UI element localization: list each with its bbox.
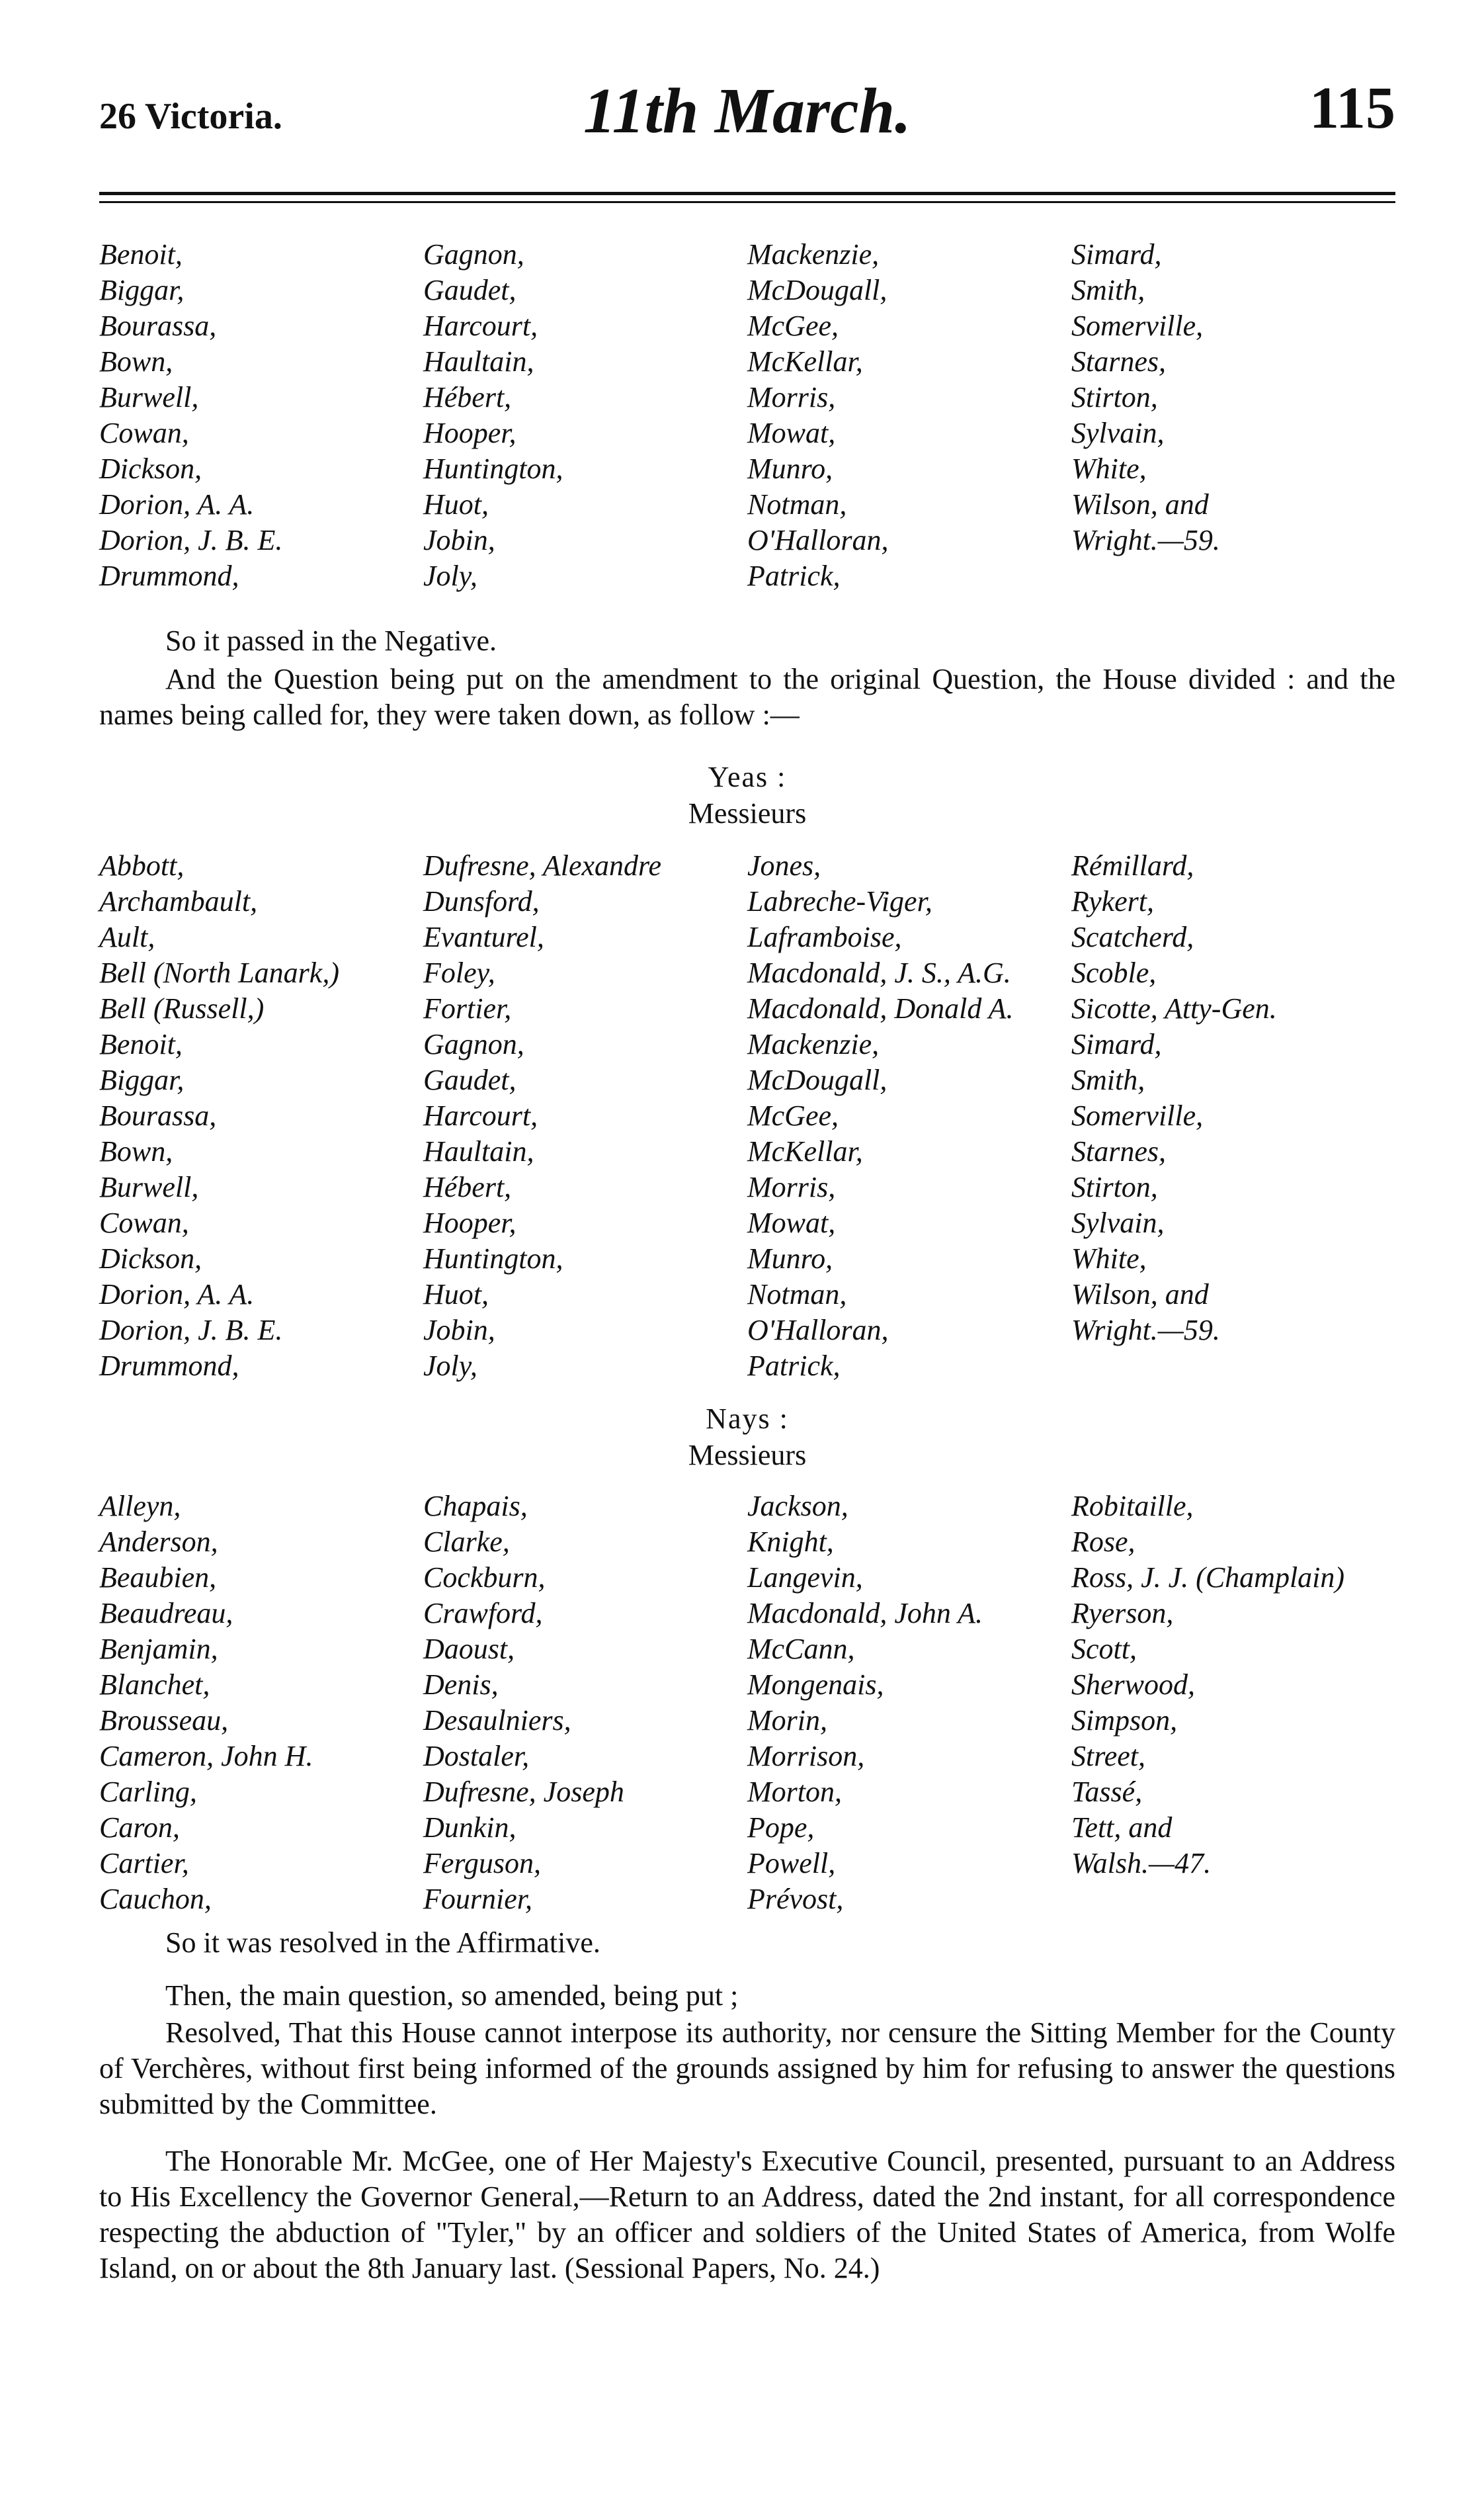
- nays-names: [99, 1488, 1395, 1925]
- yea-member-name: Dickson,: [99, 1242, 202, 1275]
- resolved-affirmative-line: So it was resolved in the Affirmative.: [165, 1926, 600, 1959]
- first-list-member-name: Wilson, and: [1071, 488, 1209, 521]
- yea-member-name: Wright.—59.: [1071, 1314, 1220, 1346]
- yea-column: [1071, 848, 1277, 1348]
- nay-member-name: Cockburn,: [423, 1561, 546, 1594]
- yea-member-name: Huntington,: [423, 1242, 563, 1275]
- nay-member-name: Rose,: [1071, 1526, 1135, 1558]
- nay-member-name: Clarke,: [423, 1526, 510, 1558]
- yea-member-name: Macdonald, J. S., A.G.: [747, 957, 1011, 989]
- yea-member-name: Stirton,: [1071, 1171, 1158, 1203]
- nay-member-name: Dufresne, Joseph: [423, 1776, 624, 1808]
- mcgee-return-paragraph: The Honorable Mr. McGee, one of Her Majesty's Executive Council, presented, pursuant to an Address to His Excellency the Governor General,—Return to an Address, dated the 2nd instant, for all correspondence respecting the abduction of "Tyler," by an officer and soldiers of the United States of America, from Wolfe Island, on or about the 8th January last. (Sessional Papers, No. 24.): [99, 2145, 1395, 2284]
- page-number: 115: [1309, 75, 1395, 141]
- yea-member-name: O'Halloran,: [747, 1314, 889, 1346]
- nay-member-name: Cameron, John H.: [99, 1740, 313, 1772]
- yea-member-name: Simard,: [1071, 1028, 1162, 1060]
- nay-member-name: Ryerson,: [1071, 1597, 1174, 1629]
- yea-member-name: Dorion, J. B. E.: [99, 1314, 283, 1346]
- yea-member-name: Jones,: [747, 849, 821, 882]
- yea-member-name: Archambault,: [99, 885, 258, 918]
- yea-member-name: McKellar,: [747, 1135, 863, 1168]
- nay-member-name: Ross, J. J. (Champlain): [1071, 1561, 1345, 1594]
- yea-member-name: Sicotte, Atty-Gen.: [1071, 992, 1277, 1025]
- nay-member-name: Cauchon,: [99, 1883, 212, 1915]
- yea-column: [99, 848, 339, 1384]
- first-list-member-name: Gaudet,: [423, 274, 516, 306]
- first-list-column: [1071, 237, 1220, 558]
- yea-member-name: White,: [1071, 1242, 1147, 1275]
- nay-member-name: Alleyn,: [99, 1490, 181, 1522]
- nay-member-name: Desaulniers,: [423, 1704, 571, 1737]
- nay-member-name: Fournier,: [423, 1883, 532, 1915]
- first-list-member-name: Patrick,: [747, 560, 841, 592]
- yea-member-name: Haultain,: [423, 1135, 534, 1168]
- nay-member-name: McCann,: [747, 1633, 855, 1665]
- yea-member-name: Fortier,: [423, 992, 512, 1025]
- yea-column: [423, 848, 661, 1384]
- regnal-year: 26 Victoria.: [99, 96, 282, 137]
- yea-member-name: Drummond,: [99, 1350, 239, 1382]
- yea-member-name: McDougall,: [747, 1064, 887, 1096]
- nay-member-name: Brousseau,: [99, 1704, 229, 1737]
- nay-member-name: Anderson,: [99, 1526, 218, 1558]
- nay-member-name: Benjamin,: [99, 1633, 218, 1665]
- yea-member-name: Scatcherd,: [1071, 921, 1194, 953]
- first-list-member-name: Munro,: [747, 452, 833, 485]
- main-question-line: Then, the main question, so amended, being put ;: [165, 1979, 739, 2012]
- header-rule-thick: [99, 192, 1395, 195]
- nay-member-name: Robitaille,: [1071, 1490, 1194, 1522]
- first-list-member-name: Stirton,: [1071, 381, 1158, 413]
- yea-member-name: Laframboise,: [747, 921, 902, 953]
- yeas-heading: Yeas :: [708, 761, 787, 793]
- nay-member-name: Denis,: [423, 1668, 499, 1701]
- first-list-member-name: Gagnon,: [423, 238, 524, 271]
- nay-member-name: Prévost,: [747, 1883, 844, 1915]
- yea-member-name: Harcourt,: [423, 1099, 538, 1132]
- first-list-member-name: Dorion, A. A.: [99, 488, 255, 521]
- first-list-member-name: Biggar,: [99, 274, 185, 306]
- header-rule-thin: [99, 201, 1395, 203]
- yea-member-name: Rykert,: [1071, 885, 1155, 918]
- page-header: [99, 74, 1395, 160]
- first-list-member-name: Smith,: [1071, 274, 1145, 306]
- first-list-member-name: Huntington,: [423, 452, 563, 485]
- yea-member-name: Wilson, and: [1071, 1278, 1209, 1311]
- nay-member-name: Jackson,: [747, 1490, 848, 1522]
- nay-member-name: Powell,: [747, 1847, 836, 1879]
- first-list-member-name: Benoit,: [99, 238, 183, 271]
- first-list-member-name: Dickson,: [99, 452, 202, 485]
- yea-member-name: Ault,: [99, 921, 155, 953]
- yea-member-name: Bell (North Lanark,): [99, 957, 339, 989]
- resolved-paragraph: Resolved, That this House cannot interpose its authority, nor censure the Sitting Member for the County of Verchères, without first being informed of the grounds assigned by him for refusing to answer the questions submitted by the Committee.: [99, 2016, 1395, 2120]
- yea-member-name: Hébert,: [423, 1171, 512, 1203]
- first-list-member-name: Jobin,: [423, 524, 495, 556]
- yea-member-name: Jobin,: [423, 1314, 495, 1346]
- nay-member-name: Chapais,: [423, 1490, 528, 1522]
- first-list-member-name: Huot,: [423, 488, 489, 521]
- yeas-subheading: Messieurs: [688, 797, 807, 830]
- nay-member-name: Scott,: [1071, 1633, 1137, 1665]
- yea-member-name: Bourassa,: [99, 1099, 217, 1132]
- yea-member-name: Starnes,: [1071, 1135, 1166, 1168]
- yea-member-name: Benoit,: [99, 1028, 183, 1060]
- nay-column: [99, 1488, 313, 1917]
- yea-member-name: Notman,: [747, 1278, 847, 1311]
- yea-member-name: Bell (Russell,): [99, 992, 265, 1025]
- first-list-column: [423, 237, 563, 594]
- first-list-member-name: Somerville,: [1071, 310, 1204, 342]
- nay-member-name: Simpson,: [1071, 1704, 1178, 1737]
- yea-member-name: Munro,: [747, 1242, 833, 1275]
- yea-member-name: Dunsford,: [423, 885, 540, 918]
- first-list-member-name: O'Halloran,: [747, 524, 889, 556]
- nay-member-name: Tassé,: [1071, 1776, 1143, 1808]
- yea-member-name: Gaudet,: [423, 1064, 516, 1096]
- yea-member-name: Gagnon,: [423, 1028, 524, 1060]
- nay-member-name: Macdonald, John A.: [747, 1597, 983, 1629]
- nay-member-name: Pope,: [747, 1811, 815, 1844]
- first-list-member-name: Bown,: [99, 345, 173, 378]
- yea-member-name: Sylvain,: [1071, 1207, 1165, 1239]
- first-list-member-name: Bourassa,: [99, 310, 217, 342]
- yea-member-name: Dorion, A. A.: [99, 1278, 255, 1311]
- nay-member-name: Walsh.—47.: [1071, 1847, 1212, 1879]
- nay-member-name: Beaubien,: [99, 1561, 217, 1594]
- nay-member-name: Daoust,: [423, 1633, 515, 1665]
- yea-member-name: Scoble,: [1071, 957, 1157, 989]
- nay-member-name: Dostaler,: [423, 1740, 530, 1772]
- nay-member-name: Langevin,: [747, 1561, 863, 1594]
- first-list-member-name: Sylvain,: [1071, 417, 1165, 449]
- yea-member-name: Burwell,: [99, 1171, 199, 1203]
- yea-member-name: Biggar,: [99, 1064, 185, 1096]
- first-list-member-name: Hooper,: [423, 417, 516, 449]
- yea-member-name: Bown,: [99, 1135, 173, 1168]
- yeas-names: [99, 848, 1395, 1391]
- yea-member-name: Hooper,: [423, 1207, 516, 1239]
- first-list-member-name: Wright.—59.: [1071, 524, 1220, 556]
- nay-member-name: Caron,: [99, 1811, 180, 1844]
- nay-member-name: Street,: [1071, 1740, 1145, 1772]
- yea-member-name: Morris,: [747, 1171, 836, 1203]
- first-list-member-name: McDougall,: [747, 274, 887, 306]
- nay-member-name: Knight,: [747, 1526, 834, 1558]
- nay-member-name: Morin,: [747, 1704, 827, 1737]
- yea-member-name: Dufresne, Alexandre: [423, 849, 662, 882]
- nay-member-name: Sherwood,: [1071, 1668, 1195, 1701]
- first-list-member-name: McGee,: [747, 310, 839, 342]
- nay-column: [1071, 1488, 1344, 1881]
- nay-member-name: Cartier,: [99, 1847, 189, 1879]
- yea-member-name: Patrick,: [747, 1350, 841, 1382]
- amendment-question-paragraph: And the Question being put on the amendment to the original Question, the House divided : and the names being called for, they were taken down, as follow :—: [99, 663, 1395, 731]
- nay-member-name: Mongenais,: [747, 1668, 884, 1701]
- yea-member-name: Joly,: [423, 1350, 477, 1382]
- first-list-member-name: Simard,: [1071, 238, 1162, 271]
- yea-member-name: Mackenzie,: [747, 1028, 880, 1060]
- nay-column: [747, 1488, 983, 1917]
- yea-member-name: Evanturel,: [423, 921, 544, 953]
- nays-subheading: Messieurs: [688, 1439, 807, 1471]
- first-list-member-name: Haultain,: [423, 345, 534, 378]
- yea-member-name: Foley,: [423, 957, 495, 989]
- yea-column: [747, 848, 1014, 1384]
- first-list-member-name: Joly,: [423, 560, 477, 592]
- first-list-member-name: Drummond,: [99, 560, 239, 592]
- passed-negative-line: So it passed in the Negative.: [165, 624, 497, 657]
- first-list-column: [99, 237, 282, 594]
- first-list-member-name: Dorion, J. B. E.: [99, 524, 283, 556]
- yea-member-name: McGee,: [747, 1099, 839, 1132]
- nay-member-name: Carling,: [99, 1776, 197, 1808]
- first-list-member-name: Hébert,: [423, 381, 512, 413]
- first-list-member-name: Notman,: [747, 488, 847, 521]
- yea-member-name: Smith,: [1071, 1064, 1145, 1096]
- nays-heading: Nays :: [706, 1402, 789, 1435]
- first-list-member-name: Harcourt,: [423, 310, 538, 342]
- yea-member-name: Rémillard,: [1071, 849, 1194, 882]
- nay-member-name: Morton,: [747, 1776, 842, 1808]
- first-list-member-name: Mackenzie,: [747, 238, 880, 271]
- nay-member-name: Tett, and: [1071, 1811, 1173, 1844]
- yea-member-name: Mowat,: [747, 1207, 836, 1239]
- yea-member-name: Abbott,: [99, 849, 185, 882]
- first-list-member-name: McKellar,: [747, 345, 863, 378]
- first-list-member-name: White,: [1071, 452, 1147, 485]
- yea-member-name: Macdonald, Donald A.: [747, 992, 1014, 1025]
- first-list-member-name: Burwell,: [99, 381, 199, 413]
- first-list-member-name: Starnes,: [1071, 345, 1166, 378]
- first-list-member-name: Mowat,: [747, 417, 836, 449]
- yea-member-name: Somerville,: [1071, 1099, 1204, 1132]
- nay-member-name: Crawford,: [423, 1597, 543, 1629]
- nay-member-name: Dunkin,: [423, 1811, 516, 1844]
- nay-member-name: Beaudreau,: [99, 1597, 233, 1629]
- date-heading: 11th March.: [583, 75, 911, 147]
- first-list-column: [747, 237, 889, 594]
- nay-member-name: Morrison,: [747, 1740, 865, 1772]
- nay-column: [423, 1488, 624, 1917]
- yea-member-name: Labreche-Viger,: [747, 885, 932, 918]
- first-division-names: [99, 237, 1395, 601]
- nay-member-name: Ferguson,: [423, 1847, 542, 1879]
- nay-member-name: Blanchet,: [99, 1668, 210, 1701]
- yea-member-name: Huot,: [423, 1278, 489, 1311]
- first-list-member-name: Cowan,: [99, 417, 189, 449]
- yea-member-name: Cowan,: [99, 1207, 189, 1239]
- first-list-member-name: Morris,: [747, 381, 836, 413]
